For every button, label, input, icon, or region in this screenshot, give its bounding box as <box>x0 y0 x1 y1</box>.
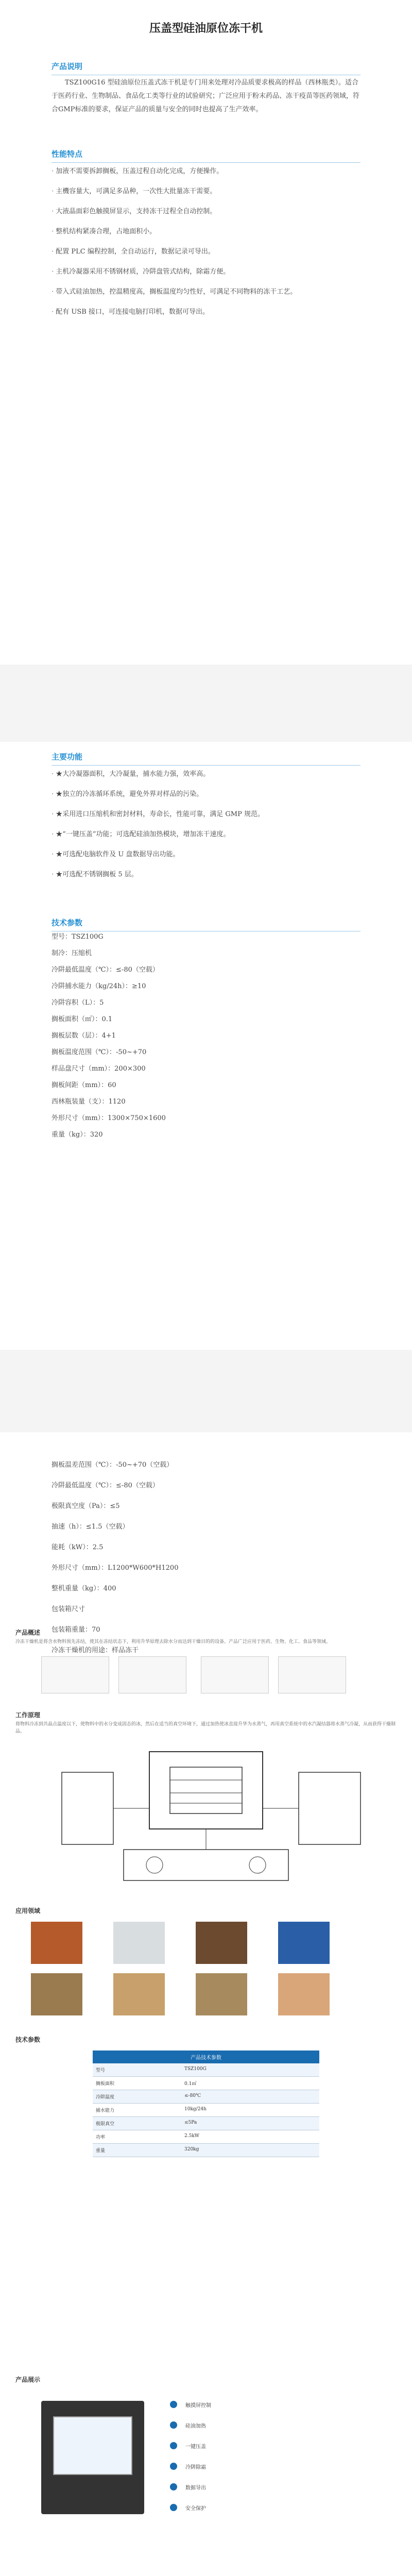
feature-item: · 配置 PLC 编程控制，全自动运行，数据记录可导出。 <box>52 245 360 258</box>
specs2-list <box>52 1461 360 1667</box>
feature-caption-area <box>21 2540 391 2576</box>
product-photo <box>201 1656 269 1693</box>
spec2-line: 包装箱尺寸 <box>52 1605 85 1613</box>
functions-heading: 主要功能 <box>52 751 360 766</box>
parameters-heading: 技术参数 <box>15 2036 41 2043</box>
display-feature: 数据导出 <box>185 2485 206 2491</box>
function-item: · ★“一键压盖”功能；可选配硅油加热模块，增加冻干速度。 <box>52 828 360 841</box>
display-feature: 冷阱除霜 <box>185 2465 206 2470</box>
page-title: 压盖型硅油原位冻干机 <box>149 22 263 35</box>
product-photo <box>278 1656 346 1693</box>
table-row: 重量 320kg <box>93 2144 319 2157</box>
feature-dot-icon <box>170 2442 177 2449</box>
display-feature: 一键压盖 <box>185 2444 206 2450</box>
product-photo <box>118 1656 186 1693</box>
application-image <box>31 1922 82 1964</box>
function-item: · ★采用进口压缩机和密封材料，寿命长，性能可靠，满足 GMP 规范。 <box>52 808 360 821</box>
spec2-line: 外形尺寸（mm）：L1200*W600*H1200 <box>52 1564 179 1572</box>
spec2-line: 整机重量（kg）：400 <box>52 1585 116 1592</box>
feature-item: · 配有 USB 接口，可连接电脑打印机，数据可导出。 <box>52 306 360 318</box>
spec-line: 搁板层数（层）：4+1 <box>52 1032 116 1040</box>
specs-list <box>52 933 360 1147</box>
application-image <box>196 1973 247 2015</box>
function-item: · ★可选配电脑软件及 U 盘数据导出功能。 <box>52 848 360 861</box>
features-heading: 性能特点 <box>52 148 360 163</box>
table-row: 搁板面积 0.1㎡ <box>93 2077 319 2090</box>
spec-line: 搁板面积（㎡）：0.1 <box>52 1015 113 1023</box>
spec-line: 样品盘尺寸（mm）：200×300 <box>52 1065 146 1073</box>
function-item: · ★可选配不锈钢搁板 5 层。 <box>52 868 360 881</box>
section-divider <box>0 665 412 742</box>
application-image <box>113 1973 165 2015</box>
principle-heading: 工作原理 <box>15 1711 41 1719</box>
feature-item: · 大液晶面彩色触摸屏显示，支持冻干过程全自动控制。 <box>52 205 360 218</box>
application-image <box>113 1922 165 1964</box>
param-table-title: 产品技术参数 <box>93 2050 319 2063</box>
spec-line: 冷阱容积（L）：5 <box>52 999 104 1007</box>
overview-heading: 产品概述 <box>15 1629 41 1636</box>
display-feature: 硅油加热 <box>185 2424 206 2429</box>
spec-line: 外形尺寸（mm）：1300×750×1600 <box>52 1114 166 1122</box>
machine-image <box>41 2401 144 2514</box>
section-divider <box>0 1350 412 1432</box>
spec-line: 型号：TSZ100G <box>52 933 104 941</box>
table-row: 捕水能力 10kg/24h <box>93 2104 319 2117</box>
display-feature: 触摸屏控制 <box>185 2403 211 2409</box>
spec2-line: 冷冻干燥机的用途：样品冻干 <box>52 1647 139 1654</box>
function-item: · ★独立的冷冻循环系统，避免外界对样品的污染。 <box>52 788 360 801</box>
product-photo <box>41 1656 109 1693</box>
feature-item: · 带入式硅油加热，控温精度高，搁板温度均匀性好，可满足不同物料的冻干工艺。 <box>52 285 360 298</box>
machine-chamber <box>53 2416 132 2475</box>
param-table <box>93 2050 319 2157</box>
spec2-line: 包装箱重量：70 <box>52 1626 100 1634</box>
spec2-line: 极限真空度（Pa）：≤5 <box>52 1502 120 1510</box>
application-image <box>31 1973 82 2015</box>
intro-heading: 产品说明 <box>52 61 360 75</box>
display-feature: 安全保护 <box>185 2506 206 2512</box>
feature-item: · 整机结构紧凑合理，占地面积小。 <box>52 225 360 238</box>
principle-text: 将物料冷冻到共晶点温度以下，使物料中的水分变成固态的冰，然后在适当的真空环境下，通过加热使冰直接升华为水蒸气，再用真空系统中的水汽凝结器将水蒸气冷凝，从而获得干燥制品。 <box>15 1722 396 1734</box>
overview-text: 冷冻干燥机是将含水物料预先冻结，使其在冻结状态下，利用升华原理去除水分而达到干燥目的的设备。产品广泛应用于医药、生物、化工、食品等领域。 <box>15 1639 331 1645</box>
spec-line: 冷阱最低温度（℃）：≤-80（空载） <box>52 966 159 974</box>
feature-dot-icon <box>170 2401 177 2408</box>
spec-line: 重量（kg）：320 <box>52 1131 103 1139</box>
spec2-line: 搁板温差范围（℃）：-50~+70（空载） <box>52 1461 174 1469</box>
feature-dot-icon <box>170 2463 177 2470</box>
principle-diagram <box>21 1741 391 1896</box>
spec-line: 冷阱捕水能力（kg/24h）：≥10 <box>52 982 146 990</box>
table-row: 极限真空 ≤5Pa <box>93 2117 319 2130</box>
intro-text: TSZ100G16 型硅油原位压盖式冻干机是专门用来处理对冷品质要求极高的样品（西林瓶类）。适合于医药行业、生物制品、食品化工类等行业的试验研究；广泛应用于粉末药品、冻干疫苗等医药领域，符合GMP标准的要求，保证产品的质量与安全的同时也提高了生产效率。 <box>52 79 360 113</box>
specs-heading: 技术参数 <box>52 917 360 931</box>
function-item: · ★大冷凝器面积，大冷凝量，捕水能力强，效率高。 <box>52 768 360 781</box>
feature-dot-icon <box>170 2483 177 2490</box>
application-image <box>278 1922 330 1964</box>
feature-item: · 加液不需要拆卸搁板，压盖过程自动化完成，方便操作。 <box>52 165 360 178</box>
spec-line: 搁板间距（mm）：60 <box>52 1081 116 1089</box>
feature-dot-icon <box>170 2504 177 2511</box>
feature-item: · 主機容量大，可满足多品种，一次性大批量冻干需要。 <box>52 185 360 198</box>
feature-item: · 主机冷凝器采用不锈钢材质，冷阱盘管式结构，除霜方便。 <box>52 265 360 278</box>
features-list <box>52 165 360 326</box>
display-heading: 产品展示 <box>15 2376 41 2383</box>
applications-heading: 应用领域 <box>15 1907 41 1914</box>
application-image <box>196 1922 247 1964</box>
spec-line: 搁板温度范围（℃）：-50~+70 <box>52 1048 147 1056</box>
table-row: 冷阱温度 ≤-80℃ <box>93 2090 319 2104</box>
spec2-line: 能耗（kW）：2.5 <box>52 1544 104 1551</box>
spec-line: 西林瓶装量（支）：1120 <box>52 1098 126 1106</box>
spec-line: 制冷：压缩机 <box>52 950 92 957</box>
functions-list <box>52 768 360 888</box>
application-image <box>278 1973 330 2015</box>
feature-dot-icon <box>170 2421 177 2429</box>
spec2-line: 冷阱最低温度（℃）：≤-80（空载） <box>52 1482 159 1489</box>
spec2-line: 抽速（h）：≤1.5（空载） <box>52 1523 129 1531</box>
table-row: 型号 TSZ100G <box>93 2063 319 2077</box>
table-row: 功率 2.5kW <box>93 2130 319 2144</box>
